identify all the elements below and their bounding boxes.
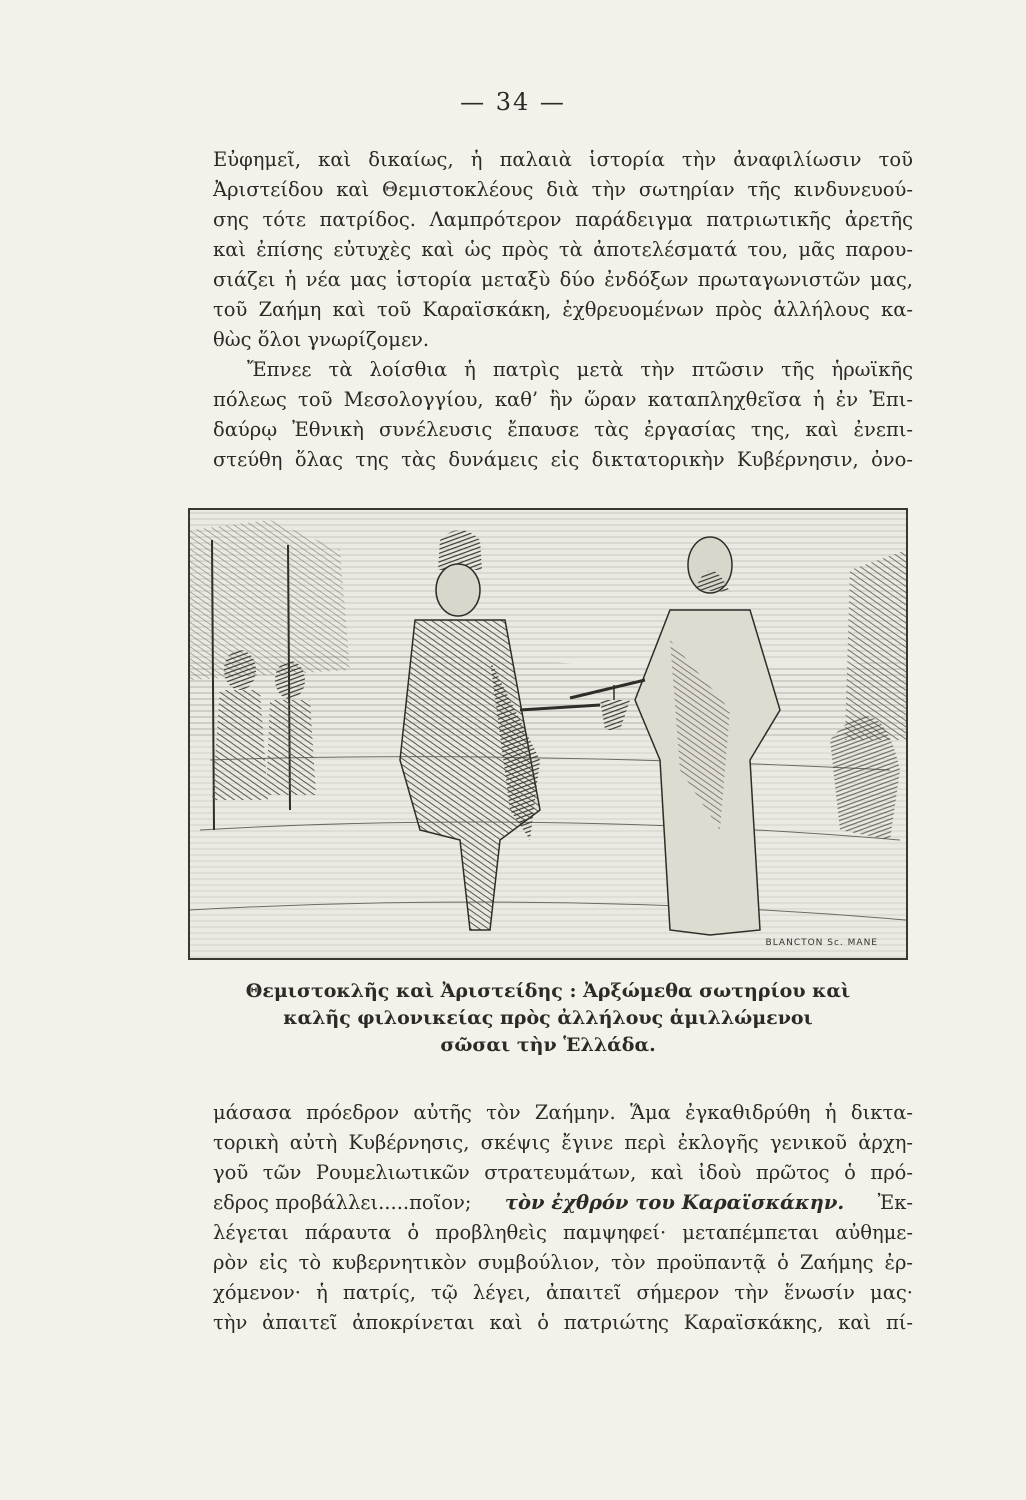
text-fragment: Ἐκ-	[877, 1191, 913, 1214]
text-line: χόμενον· ἡ πατρίς, τῷ λέγει, ἀπαιτεῖ σήμερον τὴν ἕνωσίν μας·	[213, 1281, 913, 1304]
engraving-illustration	[188, 508, 908, 960]
text-line: σιάζει ἡ νέα μας ἱστορία μεταξὺ δύο ἐνδόξων πρωταγωνιστῶν μας,	[213, 268, 913, 291]
text-line: μάσασα πρόεδρον αὐτῆς τὸν Ζαήμην. Ἅμα ἐγκαθιδρύθη ἡ δικτα-	[213, 1101, 913, 1124]
text-line: Ἀριστείδου καὶ Θεμιστοκλέους διὰ τὴν σωτηρίαν τῆς κινδυνευού-	[213, 178, 913, 201]
text-line	[213, 1188, 913, 1218]
text-line: σης τότε πατρίδος. Λαμπρότερον παράδειγμα πατριωτικῆς ἀρετῆς	[213, 208, 913, 231]
text-line: καὶ ἐπίσης εὐτυχὲς καὶ ὡς πρὸς τὰ ἀποτελέσματά του, μᾶς παρου-	[213, 238, 913, 261]
caption-line: σῶσαι τὴν Ἑλλάδα.	[440, 1034, 656, 1056]
page-number: — 34 —	[460, 88, 566, 116]
top-paragraph	[213, 145, 913, 475]
text-line: πόλεως τοῦ Μεσολογγίου, καθ’ ἣν ὥραν καταπληχθεῖσα ἡ ἐν Ἐπι-	[213, 388, 913, 411]
engraving-scene	[190, 510, 906, 958]
text-line: δαύρῳ Ἐθνικὴ συνέλευσις ἔπαυσε τὰς ἐργασίας της, καὶ ἐνεπι-	[213, 418, 913, 441]
text-line: λέγεται πάραυτα ὁ προβληθεὶς παμψηφεί· μεταπέμπεται αὐθημε-	[213, 1221, 913, 1244]
text-fragment: εδρος προβάλλει.....ποῖον;	[213, 1191, 472, 1214]
text-line: τὴν ἀπαιτεῖ ἀποκρίνεται καὶ ὁ πατριώτης Καραϊσκάκης, καὶ πί-	[213, 1311, 913, 1334]
text-line: Ἔπνεε τὰ λοίσθια ἡ πατρὶς μετὰ τὴν πτῶσιν τῆς ἡρωϊκῆς	[247, 358, 913, 381]
caption-line: Θεμιστοκλῆς καὶ Ἀριστείδης : Ἀρξώμεθα σωτηρίου καὶ	[245, 980, 851, 1002]
text-line: θὼς ὅλοι γνωρίζομεν.	[213, 328, 430, 351]
figure-caption	[188, 978, 908, 1059]
text-line: ρὸν εἰς τὸ κυβερνητικὸν συμβούλιον, τὸν προϋπαντᾷ ὁ Ζαήμης ἐρ-	[213, 1251, 913, 1274]
emphasized-phrase: τὸν ἐχθρόν του Καραϊσκάκην.	[504, 1191, 845, 1214]
text-line: στεύθη ὅλας της τὰς δυνάμεις εἰς δικτατορικὴν Κυβέρνησιν, ὀνο-	[213, 448, 913, 471]
text-line: τορικὴ αὐτὴ Κυβέρνησις, σκέψις ἔγινε περὶ ἐκλογῆς γενικοῦ ἀρχη-	[213, 1131, 913, 1154]
text-line: Εὐφημεῖ, καὶ δικαίως, ἡ παλαιὰ ἱστορία τὴν ἀναφιλίωσιν τοῦ	[213, 148, 913, 171]
caption-line: καλῆς φιλονικείας πρὸς ἀλλήλους ἁμιλλώμενοι	[283, 1007, 813, 1029]
text-line: τοῦ Ζαήμη καὶ τοῦ Καραϊσκάκη, ἐχθρευομένων πρὸς ἀλλήλους κα-	[213, 298, 913, 321]
bottom-paragraph	[213, 1098, 913, 1338]
text-line: γοῦ τῶν Ρουμελιωτικῶν στρατευμάτων, καὶ ἰδοὺ πρῶτος ὁ πρό-	[213, 1161, 913, 1184]
engraver-signature: BLANCTON Sc. MANE	[765, 938, 878, 948]
